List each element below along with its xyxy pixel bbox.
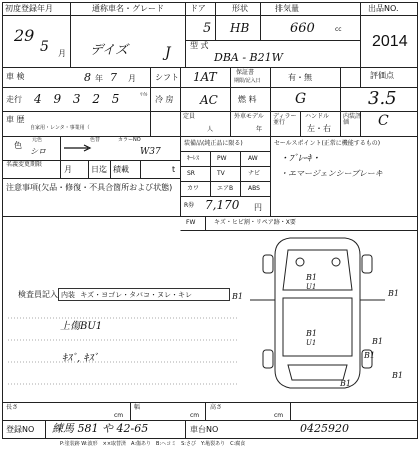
score-value: 3.5 [368,88,397,109]
length-label: 長さ [6,404,19,411]
model-code: DBA - B21W [214,51,283,64]
name-change-date: 日迄 [91,165,107,174]
height-label: 高さ [210,404,223,411]
legend: P:塗装跡 W:波形 ××取替済 A:傷あり B:ヘコミ S:さび Y:亀裂あり C:腐食 [60,441,246,447]
inspector-interior-box [58,288,230,301]
shift-value: 1AT [193,70,217,84]
dealer-label: ディラー並行 [273,113,297,126]
goods-label: 積載 [113,165,129,174]
reg-no-value: 練馬 581 や 42-65 [52,422,149,435]
displacement: 660 [290,21,315,36]
color-change-label: 色替 [90,137,101,143]
shape: HB [230,21,250,35]
equip-pw: PW [217,155,227,162]
damage-mark: B1 [392,371,403,380]
goods-unit: t [172,165,176,174]
r-value: 7,170 [205,198,240,212]
fuel-label: 燃 料 [238,95,257,104]
inspector-interior-label: 内装 [61,291,75,299]
model-label: 型 式 [190,41,209,50]
color-no-value: W37 [140,147,161,157]
score-label: 評価点 [370,71,394,80]
capacity-label: 定員 [183,113,196,120]
displacement-label: 排気量 [275,4,299,13]
interior-label: 内装評価 [343,113,362,126]
color-label: 色 [14,141,22,150]
arrow-icon [62,144,92,152]
sales-point-2: ・エマージェンシーブレーキ [280,169,383,178]
damage-mark: U1 [306,283,317,291]
chassis-label: 車台NO [190,425,219,434]
damage-mark: B1 [306,329,317,338]
exhibit-no-label: 出品NO. [368,4,399,13]
chassis-value: 0425920 [300,422,349,435]
capacity-unit: 人 [207,126,214,133]
damage-mark: B1 [364,351,375,360]
history-label: 車 歴 [6,115,25,124]
shaken-year: 8 [84,71,91,84]
door-label: ドア [190,4,206,13]
warranty-value: 有・無 [288,73,312,82]
width-label: 幅 [134,404,141,411]
warranty-label: 保証書 [236,69,255,76]
name-change-label: 名義変更期限 [6,161,43,168]
shaken-month-unit: 月 [128,74,136,83]
fw-text: キズ・ヒビ割・リペア跡・X要 [214,219,296,226]
shaken-label: 車 検 [6,72,25,81]
equip-aw: AW [248,155,258,162]
mileage-value: 4 9 3 2 5 [34,92,124,106]
notes-label: 注意事項(欠品・修復・不具合箇所および状態) [6,183,173,192]
reg-month-unit: 月 [58,49,66,58]
sales-point-1: ・ﾌﾞﾚｰｷ・ [280,154,321,164]
cc-unit: cc [335,26,342,33]
damage-mark: B1 [306,273,317,282]
ac-value: AC [200,93,218,107]
damage-mark: B1 [232,292,243,301]
reg-month: 5 [40,39,49,55]
reg-no-label: 登録NO [6,425,35,434]
color-no-label: カラーNO [118,137,141,143]
mileage-unit: ﾏｲﾙ [140,92,148,98]
shaken-year-unit: 年 [95,74,103,83]
history-sub: 自家用・レンタ・事業用（ [30,125,90,131]
equip-navi: ナビ [248,170,261,177]
equip-airbag: エアB [217,185,234,192]
equip-tv: TV [217,170,225,177]
warranty-sub: 期限/記入日 [234,78,261,84]
damage-mark: B1 [340,379,351,388]
name-change-month: 月 [64,165,72,174]
exterior-unit: 年 [256,126,263,133]
equip-sr: SR [187,170,195,177]
length-unit: cm [114,412,124,419]
car-diagram [250,238,385,388]
first-reg-label: 初度登録年月 [5,4,53,13]
shaken-month: 7 [110,71,117,84]
reg-year: 29 [14,26,35,45]
equip-leather: カワ [187,185,200,192]
damage-mark: U1 [306,339,317,347]
inspector-line-2: ｷｽﾞ, ｷｽﾞ [62,353,99,364]
sales-points-title: セールスポイント(正常に機能するもの) [274,140,381,147]
exterior-label: 外車モデル [234,113,264,120]
fuel-value: G [295,91,307,107]
damage-mark: B1 [388,289,399,298]
width-unit: cm [190,412,200,419]
shift-label: シフト [155,73,179,82]
equip-abs: ABS [248,185,260,192]
original-color-label: 元色 [32,137,43,143]
equipment-title: 装備品(純正品に限る) [184,140,243,147]
mileage-label: 走行 [6,95,22,104]
fw-label: FW [186,219,196,226]
interior-value: C [378,113,389,129]
ac-label: 冷 房 [155,95,174,104]
inspector-label: 検査員記入 [18,290,58,299]
grade: J [165,45,171,61]
handle-label: ハンドル [305,113,330,120]
inspector-interior-text: キズ・ヨゴレ・タバコ・ヌレ・キレ [80,291,192,299]
car-name-label: 通称車名・グレード [92,4,164,13]
doors: 5 [203,21,212,36]
r-label: R券 [184,202,195,209]
equip-keyless: ｷｰﾚｽ [187,155,200,162]
handle-value: 左・右 [307,124,331,133]
exhibit-no: 2014 [372,33,408,50]
shape-label: 形状 [232,4,248,13]
damage-mark: B1 [372,337,383,346]
inspector-line-1: 上傷BU1 [60,321,103,332]
original-color-value: シロ [30,147,46,156]
r-unit: 円 [254,203,262,212]
height-unit: cm [274,412,284,419]
car-name: デイズ [90,43,128,58]
